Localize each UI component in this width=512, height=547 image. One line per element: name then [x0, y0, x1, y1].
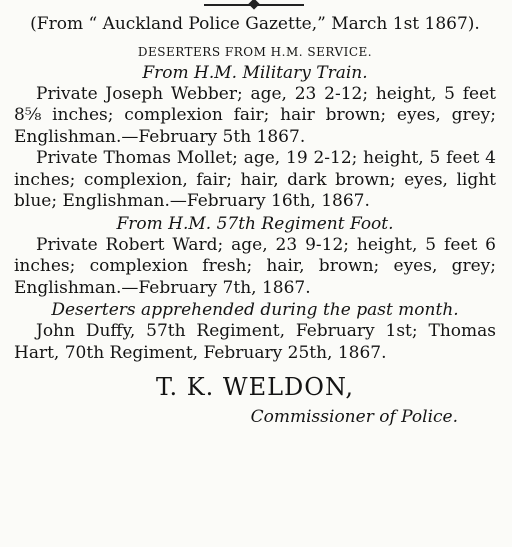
- ornament-diamond: [248, 0, 259, 10]
- group-heading-apprehended: Deserters apprehended during the past month.: [51, 300, 459, 320]
- gazette-notice: [14, 14, 496, 430]
- group-heading-military-train: From H.M. Military Train.: [142, 62, 368, 83]
- entry-thomas-mollet: Private Thomas Mollet; age, 19 2-12; height, 5 feet 4 inches; complexion, fair; hair, dark brown; eyes, light blue; Englishman.—February 16th, 1867.: [14, 148, 496, 211]
- entry-robert-ward: Private Robert Ward; age, 23 9-12; height, 5 feet 6 inches; complexion fresh; hair, brown; eyes, grey; Englishman.—February 7th, 1867.: [14, 234, 496, 298]
- section-heading: DESERTERS FROM H.M. SERVICE.: [137, 44, 373, 59]
- signature-name: T. K. WELDON,: [155, 373, 355, 401]
- entry-joseph-webber: Private Joseph Webber; age, 23 2-12; height, 5 feet 8⅝ inches; complexion fair; hair brown; eyes, grey; Englishman.—February 5th 1867.: [14, 83, 496, 147]
- signature-title: Commissioner of Police.: [250, 407, 458, 427]
- entry-apprehended: John Duffy, 57th Regiment, February 1st; Thomas Hart, 70th Regiment, February 25th, 1867.: [14, 321, 496, 363]
- group-heading-57th-regiment: From H.M. 57th Regiment Foot.: [116, 213, 394, 234]
- notice-source: (From “ Auckland Police Gazette,” March 1st 1867).: [30, 14, 480, 34]
